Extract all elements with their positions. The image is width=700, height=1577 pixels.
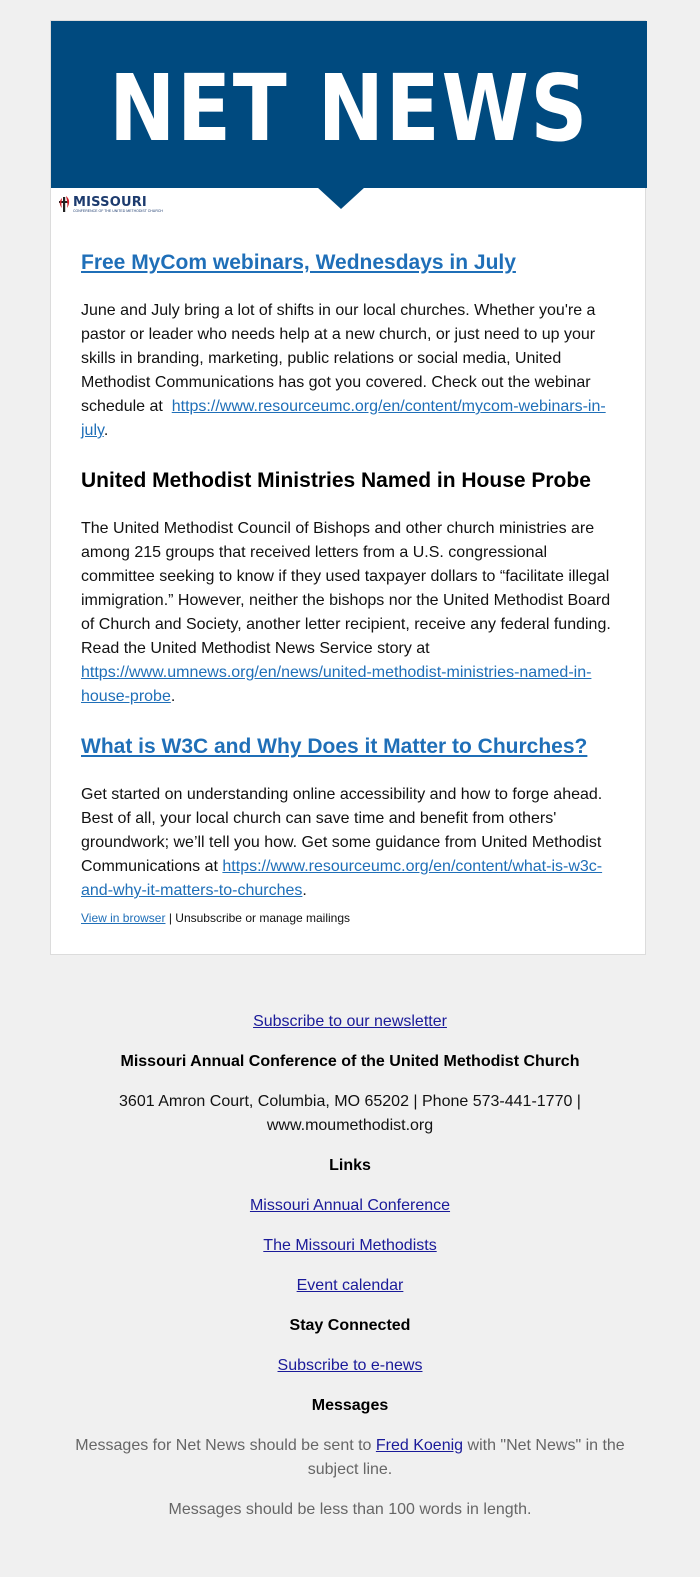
header-banner [51, 21, 647, 188]
org-address: 3601 Amron Court, Columbia, MO 65202 | Phone 573-441-1770 | www.moumethodist.org [119, 1093, 581, 1134]
article-title-link[interactable]: Free MyCom webinars, Wednesdays in July [81, 251, 516, 274]
mail-links [81, 911, 350, 925]
links-heading: Links [329, 1157, 371, 1174]
article-text: Get started on understanding online accessibility and how to forge ahead. Best of all, your local church can save time and benefit from others' groundwork; we’ll tell you how. Get some guidance from United Methodist Communications at [81, 786, 603, 875]
logo-text [73, 196, 163, 213]
article-punct: . [103, 422, 109, 439]
footer [0, 1010, 700, 1538]
org-name: Missouri Annual Conference of the United Methodist Church [120, 1053, 580, 1070]
article-body [81, 517, 617, 709]
missouri-methodists-link[interactable]: The Missouri Methodists [263, 1237, 437, 1254]
article-body [81, 299, 617, 443]
article-title-link[interactable]: What is W3C and Why Does it Matter to Churches? [81, 735, 588, 758]
subscribe-enews-link[interactable]: Subscribe to e-news [277, 1357, 423, 1374]
article-title: United Methodist Ministries Named in House Probe [81, 469, 591, 492]
articles [81, 247, 617, 925]
article-url-link[interactable]: https://www.resourceumc.org/en/content/mycom-webinars-in-july [81, 398, 606, 439]
logo-subtitle: CONFERENCE OF THE UNITED METHODIST CHURCH [73, 208, 163, 213]
event-calendar-link[interactable]: Event calendar [296, 1277, 404, 1294]
messages-heading: Messages [311, 1397, 389, 1414]
contact-link[interactable]: Fred Koenig [375, 1437, 464, 1454]
missouri-conference-link[interactable]: Missouri Annual Conference [249, 1197, 451, 1214]
view-in-browser-link[interactable]: View in browser [81, 911, 166, 925]
banner-notch [317, 187, 365, 209]
messages-instructions [70, 1434, 630, 1482]
article-url-link[interactable]: https://www.resourceumc.org/en/content/what-is-w3c-and-why-it-matters-to-churches [81, 858, 603, 899]
article-text: The United Methodist Council of Bishops and other church ministries are among 215 groups that received letters from a U.S. congressional committee seeking to know if they used taxpayer dollars to “facilitate illegal immigration.” However, neither the bishops nor the United Methodist Board of Church and Society, another letter recipient, receive any federal funding. Read the United Methodist News Service story at [81, 520, 611, 657]
logo-word: MISSOURI [73, 194, 147, 210]
messages-length: Messages should be less than 100 words in length. [168, 1501, 532, 1518]
subscribe-newsletter-link[interactable]: Subscribe to our newsletter [253, 1013, 447, 1030]
messages-pre: Messages for Net News should be sent to [75, 1437, 376, 1454]
stay-connected-heading: Stay Connected [289, 1317, 411, 1334]
article-url-link[interactable]: https://www.umnews.org/en/news/united-methodist-ministries-named-in-house-probe [81, 664, 592, 705]
newsletter-card [50, 20, 646, 955]
messages-post: with "Net News" in the subject line. [307, 1437, 625, 1478]
article-text: June and July bring a lot of shifts in our local churches. Whether you're a pastor or leader who needs help at a new church, or just need to up your skills in branding, marketing, public relations or social media, United Methodist Communications has got you covered. Check out the webinar schedule at [81, 302, 596, 415]
missouri-conference-logo [57, 195, 163, 213]
unsubscribe-text[interactable]: Unsubscribe or manage mailings [175, 911, 351, 925]
separator: | [165, 911, 176, 925]
article-body [81, 783, 617, 903]
banner-title: NET NEWS [108, 54, 590, 162]
article-punct: . [302, 882, 307, 899]
article-punct: . [170, 688, 176, 705]
cross-flame-icon [57, 195, 71, 213]
